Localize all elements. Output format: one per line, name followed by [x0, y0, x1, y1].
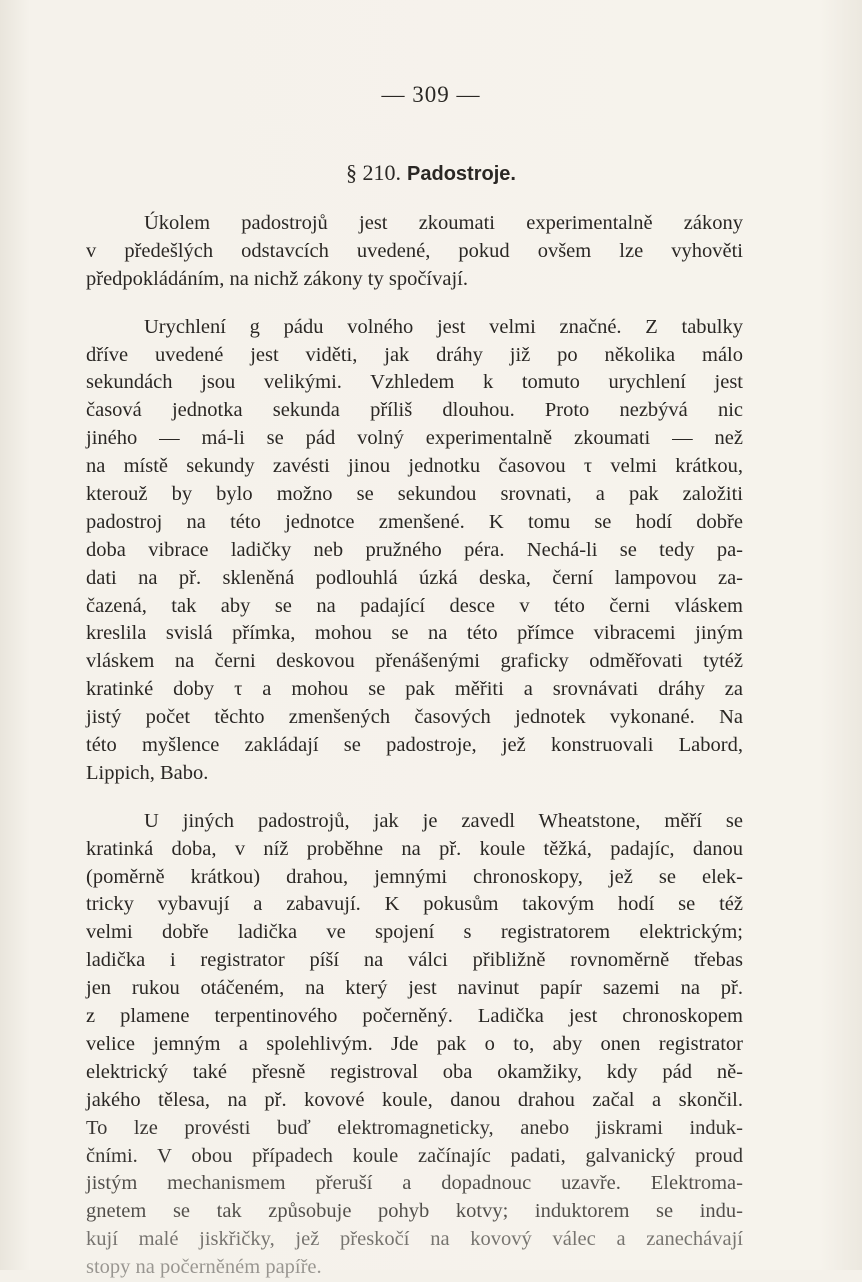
text-line: jistým mechanismem přeruší a dopadnouc uzavře. Elektroma- — [86, 1172, 743, 1195]
text-line: Lippich, Babo. — [86, 761, 209, 784]
paragraph-1 — [86, 210, 743, 294]
text-line: U jiných padostrojů, jak je zavedl Wheatstone, měří se — [144, 809, 743, 832]
text-line: jakého tělesa, na př. kovové koule, danou drahou začal a skončil. — [86, 1088, 743, 1111]
text-line: Úkolem padostrojů jest zkoumati experimentalně zákony — [144, 212, 743, 234]
text-line: této myšlence zakládají se padostroje, jež konstruovali Labord, — [86, 734, 743, 757]
text-line: ladička i registrator píší na válci přibližně rovnoměrně třebas — [86, 949, 743, 972]
text-line: tricky vybavují a zabavují. K pokusům takovým hodí se též — [86, 893, 743, 916]
text-line: velice jemným a spolehlivým. Jde pak o to, aby onen registrator — [86, 1032, 743, 1055]
text-line: elektrický také přesně registroval oba okamžiky, kdy pád ně- — [86, 1060, 743, 1083]
text-line: čazená, tak aby se na padající desce v této černi vláskem — [86, 594, 743, 617]
paragraph-3 — [86, 808, 743, 1282]
text-line: kratinká doba, v níž proběhne na př. koule těžká, padajíc, danou — [86, 837, 743, 860]
text-line: doba vibrace ladičky neb pružného péra. Nechá-li se tedy pa- — [86, 538, 743, 561]
text-line: v předešlých odstavcích uvedené, pokud ovšem lze vyhověti — [86, 239, 743, 262]
text-line: kují malé jiskřičky, jež přeskočí na kovový válec a zanechávají — [86, 1228, 743, 1251]
text-line: gnetem se tak způsobuje pohyb kotvy; induktorem se indu- — [86, 1200, 743, 1223]
text-line: stopy na počerněném papíře. — [86, 1256, 322, 1279]
text-line: jistý počet těchto zmenšených časových jednotek vykonané. Na — [86, 706, 743, 729]
text-line: jen rukou otáčeném, na který jest navinut papír sazemi na př. — [86, 977, 743, 1000]
text-line: časová jednotka sekunda příliš dlouhou. Proto nezbývá nic — [86, 399, 743, 422]
paragraph-2 — [86, 314, 743, 788]
text-line: kterouž by bylo možno se sekundou srovnati, a pak založiti — [86, 483, 743, 506]
body-text — [86, 210, 743, 1282]
section-heading — [0, 160, 862, 186]
text-line: čními. V obou případech koule začínajíc padati, galvanický proud — [86, 1144, 743, 1167]
text-line: jiného — má-li se pád volný experimentalně zkoumati — než — [86, 427, 743, 450]
page-number: — 309 — — [381, 82, 481, 107]
text-line: sekundách jsou velikými. Vzhledem k tomuto urychlení jest — [86, 371, 743, 394]
text-line: dříve uvedené jest viděti, jak dráhy již po několika málo — [86, 343, 743, 366]
section-title: Padostroje. — [407, 163, 516, 185]
text-line: dati na př. skleněná podlouhlá úzká deska, černí lampovou za- — [86, 566, 743, 589]
text-line: Urychlení g pádu volného jest velmi značné. Z tabulky — [144, 315, 743, 338]
text-line: vláskem na černi deskovou přenášenými graficky odměřovati tytéž — [86, 650, 743, 673]
section-number: § 210. — [346, 160, 402, 185]
text-line: na místě sekundy zavésti jinou jednotku časovou τ velmi krátkou, — [86, 455, 743, 478]
text-line: padostroj na této jednotce zmenšené. K tomu se hodí dobře — [86, 510, 743, 533]
text-line: z plamene terpentinového počerněný. Ladička jest chronoskopem — [86, 1005, 743, 1028]
text-line: kratinké doby τ a mohou se pak měřiti a srovnávati dráhy za — [86, 678, 743, 701]
text-line: (poměrně krátkou) drahou, jemnými chronoskopy, jež se elek- — [86, 865, 743, 888]
text-line: velmi dobře ladička ve spojení s registratorem elektrickým; — [86, 921, 743, 944]
text-line: To lze provésti buď elektromagneticky, anebo jiskrami induk- — [86, 1116, 743, 1139]
text-line: předpokládáním, na nichž zákony ty spočívají. — [86, 267, 468, 290]
text-line: kreslila svislá přímka, mohou se na této přímce vibracemi jiným — [86, 622, 743, 645]
